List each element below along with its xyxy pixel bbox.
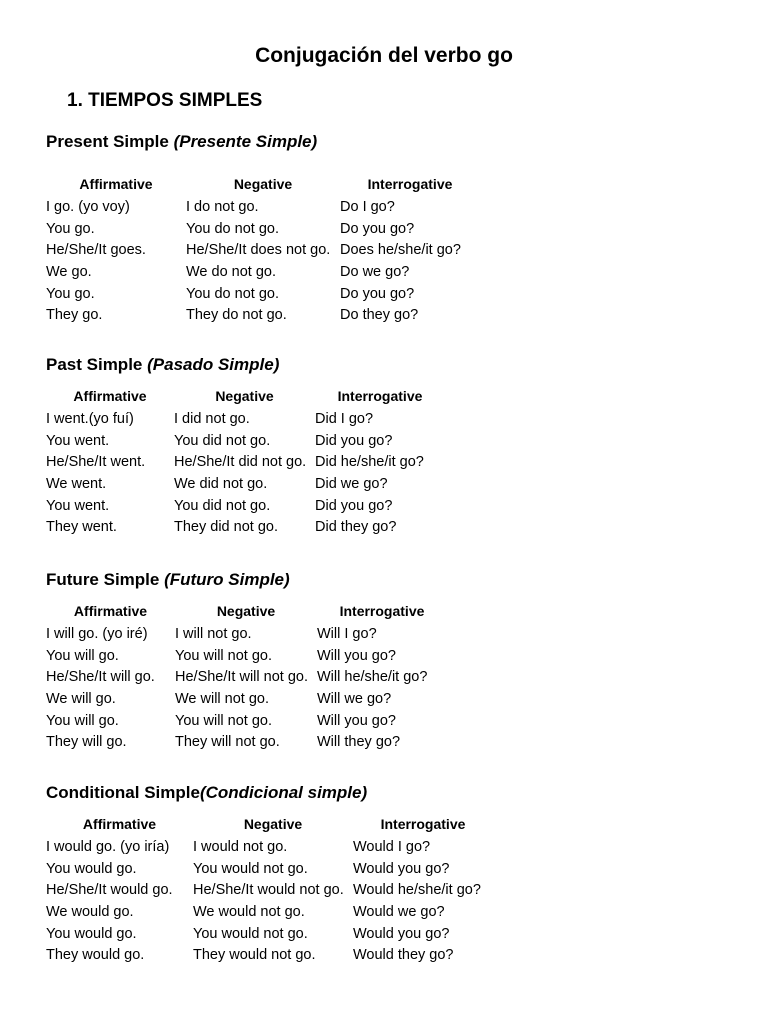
interrogative-cell: Do you go? <box>340 285 415 302</box>
interrogative-cell: Will you go? <box>317 712 396 729</box>
interrogative-cell: Will they go? <box>317 734 401 751</box>
affirmative-cell: They went. <box>46 519 117 536</box>
affirmative-cell: I go. (yo voy) <box>46 198 130 215</box>
table-row <box>46 858 493 880</box>
interrogative-cell: Would we go? <box>353 903 445 920</box>
interrogative-cell: Did you go? <box>315 497 393 514</box>
negative-cell: We will not go. <box>175 690 270 707</box>
affirmative-cell: He/She/It went. <box>46 454 146 471</box>
interrogative-cell: Do you go? <box>340 220 415 237</box>
interrogative-cell: Will I go? <box>317 625 377 642</box>
affirmative-cell: I would go. (yo iría) <box>46 838 170 855</box>
table-row <box>46 495 445 517</box>
header-affirmative: Affirmative <box>73 388 147 404</box>
negative-cell: You did not go. <box>174 432 271 449</box>
tense-conditional-simple <box>46 783 493 966</box>
affirmative-cell: I will go. (yo iré) <box>46 625 148 642</box>
interrogative-cell: Would they go? <box>353 947 454 964</box>
negative-cell: We did not go. <box>174 475 268 492</box>
conjugation-table <box>46 384 445 538</box>
affirmative-cell: You went. <box>46 497 110 514</box>
affirmative-cell: They will go. <box>46 734 127 751</box>
table-row <box>46 688 447 710</box>
negative-cell: You do not go. <box>186 285 279 302</box>
header-negative: Negative <box>243 816 303 832</box>
tense-title <box>46 783 493 803</box>
tense-present-simple <box>46 132 480 326</box>
affirmative-cell: I went.(yo fuí) <box>46 410 134 427</box>
table-row <box>46 283 480 305</box>
interrogative-cell: Did you go? <box>315 432 393 449</box>
interrogative-cell: Do I go? <box>340 198 395 215</box>
negative-cell: You did not go. <box>174 497 271 514</box>
interrogative-cell: Did I go? <box>315 410 374 427</box>
header-interrogative: Interrogative <box>367 176 453 192</box>
negative-cell: He/She/It would not go. <box>193 882 344 899</box>
tense-title <box>46 132 480 152</box>
table-row <box>46 666 447 688</box>
tense-name-spanish: (Pasado Simple) <box>147 355 280 374</box>
negative-cell: He/She/It did not go. <box>174 454 307 471</box>
interrogative-cell: Do they go? <box>340 307 419 324</box>
negative-cell: You would not go. <box>193 860 308 877</box>
table-header-row <box>46 384 445 408</box>
affirmative-cell: You would go. <box>46 860 137 877</box>
table-row <box>46 645 447 667</box>
negative-cell: We do not go. <box>186 263 277 280</box>
table-row <box>46 196 480 218</box>
table-row <box>46 451 445 473</box>
affirmative-cell: We went. <box>46 475 107 492</box>
negative-cell: They do not go. <box>186 307 287 324</box>
tense-name: Future Simple <box>46 570 165 589</box>
affirmative-cell: You would go. <box>46 925 137 942</box>
negative-cell: You do not go. <box>186 220 279 237</box>
affirmative-cell: He/She/It goes. <box>46 242 146 259</box>
table-row <box>46 261 480 283</box>
negative-cell: He/She/It will not go. <box>175 669 308 686</box>
interrogative-cell: Will he/she/it go? <box>317 669 428 686</box>
negative-cell: We would not go. <box>193 903 305 920</box>
table-header-row <box>46 812 493 836</box>
header-negative: Negative <box>233 176 293 192</box>
header-affirmative: Affirmative <box>82 816 157 832</box>
negative-cell: They would not go. <box>193 947 316 964</box>
negative-cell: I do not go. <box>186 198 259 215</box>
tense-name: Present Simple <box>46 132 174 151</box>
header-negative: Negative <box>216 603 276 619</box>
interrogative-cell: Do we go? <box>340 263 410 280</box>
conjugation-table <box>46 812 493 966</box>
table-row <box>46 944 493 966</box>
interrogative-cell: Would he/she/it go? <box>353 882 481 899</box>
tense-name-spanish: (Presente Simple) <box>173 132 318 151</box>
tense-future-simple <box>46 570 447 753</box>
header-affirmative: Affirmative <box>79 176 153 192</box>
table-row <box>46 623 447 645</box>
negative-cell: He/She/It does not go. <box>186 242 331 259</box>
affirmative-cell: He/She/It would go. <box>46 882 173 899</box>
table-row <box>46 408 445 430</box>
interrogative-cell: Did he/she/it go? <box>315 454 424 471</box>
table-row <box>46 879 493 901</box>
interrogative-cell: Does he/she/it go? <box>340 242 461 259</box>
tense-past-simple <box>46 355 445 538</box>
header-negative: Negative <box>215 388 274 404</box>
affirmative-cell: He/She/It will go. <box>46 669 155 686</box>
tense-name: Conditional Simple <box>46 783 200 802</box>
table-row <box>46 218 480 240</box>
affirmative-cell: You will go. <box>46 647 119 664</box>
page-title: Conjugación del verbo go <box>255 44 513 67</box>
interrogative-cell: Would I go? <box>353 838 431 855</box>
section-heading: 1. TIEMPOS SIMPLES <box>67 90 263 111</box>
table-row <box>46 516 445 538</box>
header-interrogative: Interrogative <box>380 816 466 832</box>
table-row <box>46 836 493 858</box>
table-row <box>46 731 447 753</box>
affirmative-cell: We go. <box>46 263 92 280</box>
interrogative-cell: Will we go? <box>317 690 392 707</box>
header-interrogative: Interrogative <box>337 388 423 404</box>
affirmative-cell: We will go. <box>46 690 116 707</box>
negative-cell: They did not go. <box>174 519 278 536</box>
header-affirmative: Affirmative <box>73 603 148 619</box>
interrogative-cell: Would you go? <box>353 860 450 877</box>
conjugation-table <box>46 172 480 326</box>
negative-cell: I would not go. <box>193 838 288 855</box>
table-row <box>46 239 480 261</box>
table-row <box>46 304 480 326</box>
tense-title <box>46 570 447 590</box>
interrogative-cell: Did they go? <box>315 519 397 536</box>
affirmative-cell: You go. <box>46 220 95 237</box>
negative-cell: I will not go. <box>175 625 252 642</box>
table-row <box>46 923 493 945</box>
table-header-row <box>46 599 447 623</box>
header-interrogative: Interrogative <box>339 603 425 619</box>
table-row <box>46 473 445 495</box>
negative-cell: I did not go. <box>174 410 250 427</box>
table-row <box>46 901 493 923</box>
negative-cell: They will not go. <box>175 734 280 751</box>
affirmative-cell: You will go. <box>46 712 119 729</box>
conjugation-table <box>46 599 447 753</box>
interrogative-cell: Did we go? <box>315 475 388 492</box>
negative-cell: You will not go. <box>175 647 273 664</box>
affirmative-cell: You go. <box>46 285 95 302</box>
affirmative-cell: They would go. <box>46 947 145 964</box>
table-row <box>46 710 447 732</box>
negative-cell: You would not go. <box>193 925 308 942</box>
interrogative-cell: Would you go? <box>353 925 450 942</box>
tense-name: Past Simple <box>46 355 148 374</box>
interrogative-cell: Will you go? <box>317 647 396 664</box>
tense-title <box>46 355 445 375</box>
negative-cell: You will not go. <box>175 712 273 729</box>
affirmative-cell: They go. <box>46 307 103 324</box>
tense-name-spanish: (Condicional simple) <box>199 783 368 802</box>
table-row <box>46 430 445 452</box>
table-header-row <box>46 172 480 196</box>
tense-name-spanish: (Futuro Simple) <box>164 570 290 589</box>
affirmative-cell: We would go. <box>46 903 134 920</box>
affirmative-cell: You went. <box>46 432 110 449</box>
